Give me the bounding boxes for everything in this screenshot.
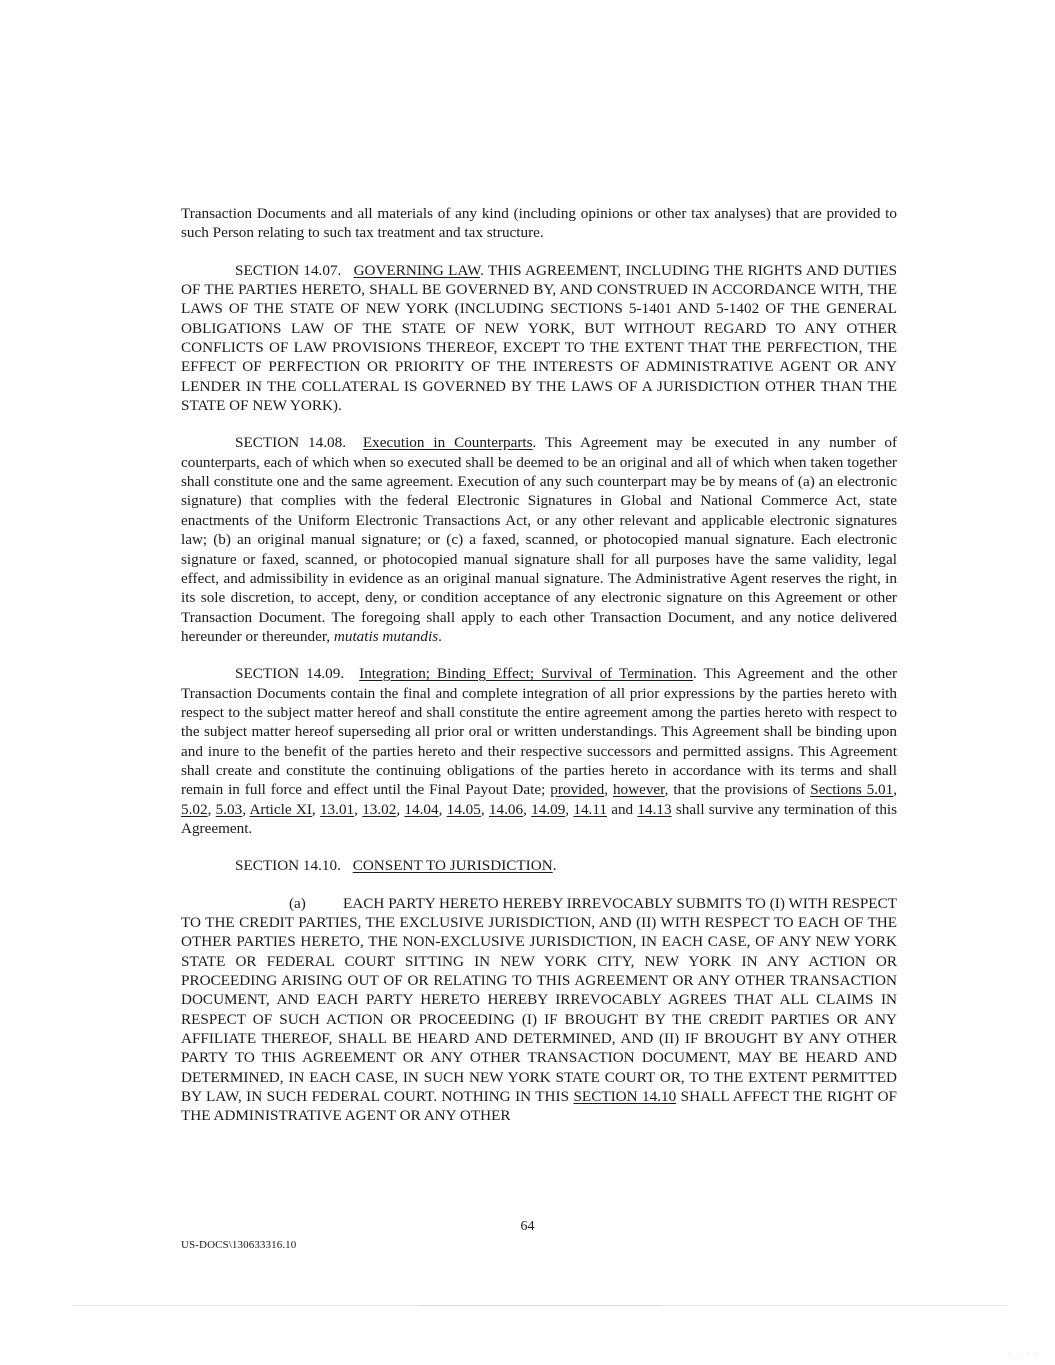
section-reference: Article XI (249, 800, 312, 818)
section-heading: CONSENT TO JURISDICTION (352, 857, 553, 875)
clause-label: (a) (289, 894, 306, 912)
page-number: 64 (520, 1219, 535, 1234)
section-reference: 13.01 (319, 800, 355, 818)
section-body: . This Agreement and the other Transaction Documents contain the final and complete integration of all prior expressions by the parties hereto with respect to the subject matter hereof and shall constitute the entire agreement among the parties hereto with respect to the subject matter hereof superseding all prior oral or written understandings. This Agreement shall be binding upon and inure to the benefit of the parties hereto and their respective successors and permitted assigns. This Agreement shall create and constitute the continuing obligations of the parties hereto in accordance with its terms and shall remain in full force and effect until the Final Payout Date; (181, 665, 897, 799)
reference-separator: , (311, 800, 320, 818)
reference-separator: , (480, 800, 489, 818)
reference-separator: , (242, 800, 250, 818)
reference-separator: , (893, 781, 898, 799)
provided-term: provided (550, 781, 605, 799)
reference-separator: , (396, 800, 405, 818)
section-reference: 14.11 (573, 800, 607, 818)
section-reference: Sections 5.01 (810, 781, 894, 799)
section-14-09-paragraph: SECTION 14.09. Integration; Binding Effect; Survival of Termination. This Agreement and the other Transaction Documents contain the final and complete integration of all prior expressions by the parties hereto with respect to the subject matter hereof and shall constitute the entire agreement among the parties hereto with respect to the subject matter hereof superseding all prior oral or written understandings. This Agreement shall be binding upon and inure to the benefit of the parties hereto and their respective successors and permitted assigns. This Agreement shall create and constitute the continuing obligations of the parties hereto in accordance with its terms and shall remain in full force and effect until the Final Payout Date; provided, however, that the provisions of Sections 5.01, 5.02, 5.03, Article XI, 13.01, 13.02, 14.04, 14.05, 14.06, 14.09, 14.11 and 14.13 shall survive any termination of this Agreement. (181, 665, 898, 837)
page-bottom-rule-center (420, 1305, 660, 1306)
reference-separator: , (207, 800, 216, 818)
section-reference: 14.05 (446, 800, 481, 818)
section-heading: Integration; Binding Effect; Survival of Termination (359, 665, 693, 683)
section-reference: 14.09 (531, 800, 566, 818)
section-reference: 14.04 (404, 800, 439, 818)
section-reference: 13.02 (362, 800, 397, 818)
section-number: SECTION 14.08. (235, 434, 346, 452)
clause-body: EACH PARTY HERETO HEREBY IRREVOCABLY SUBMITS TO (I) WITH RESPECT TO THE CREDIT PARTIES, THE EXCLUSIVE JURISDICTION, AND (II) WITH RESPECT TO EACH OF THE OTHER PARTIES HERETO, THE NON-EXCLUSIVE JURISDICTION, IN EACH CASE, OF ANY NEW YORK STATE OR FEDERAL COURT SITTING IN NEW YORK CITY, NEW YORK IN ANY ACTION OR PROCEEDING ARISING OUT OF OR RELATING TO THIS AGREEMENT OR ANY OTHER TRANSACTION DOCUMENT, AND EACH PARTY HERETO HEREBY IRREVOCABLY AGREES THAT ALL CLAIMS IN RESPECT OF SUCH ACTION OR PROCEEDING (I) IF BROUGHT BY THE CREDIT PARTIES OR ANY AFFILIATE THEREOF, SHALL BE HEARD AND DETERMINED, AND (II) IF BROUGHT BY ANY OTHER PARTY TO THIS AGREEMENT OR ANY OTHER TRANSACTION DOCUMENT, MAY BE HEARD AND DETERMINED, IN EACH CASE, IN SUCH NEW YORK STATE COURT OR, TO THE EXTENT PERMITTED BY LAW, IN SUCH FEDERAL COURT. NOTHING IN THIS (181, 894, 897, 1106)
reference-separator: and (606, 800, 638, 818)
section-number: SECTION 14.07. (235, 261, 342, 279)
reference-separator: , (565, 800, 574, 818)
reference-separator: , (438, 800, 447, 818)
document-id: US-DOCS\130633316.10 (181, 1239, 297, 1251)
section-reference: 5.03 (215, 800, 243, 818)
section-14-10-a-paragraph: (a) EACH PARTY HERETO HEREBY IRREVOCABLY SUBMITS TO (I) WITH RESPECT TO THE CREDIT PARTIES, THE EXCLUSIVE JURISDICTION, AND (II) WITH RESPECT TO EACH OF THE OTHER PARTIES HERETO, THE NON-EXCLUSIVE JURISDICTION, IN EACH CASE, OF ANY NEW YORK STATE OR FEDERAL COURT SITTING IN NEW YORK CITY, NEW YORK IN ANY ACTION OR PROCEEDING ARISING OUT OF OR RELATING TO THIS AGREEMENT OR ANY OTHER TRANSACTION DOCUMENT, AND EACH PARTY HERETO HEREBY IRREVOCABLY AGREES THAT ALL CLAIMS IN RESPECT OF SUCH ACTION OR PROCEEDING (I) IF BROUGHT BY THE CREDIT PARTIES OR ANY AFFILIATE THEREOF, SHALL BE HEARD AND DETERMINED, AND (II) IF BROUGHT BY ANY OTHER PARTY TO THIS AGREEMENT OR ANY OTHER TRANSACTION DOCUMENT, MAY BE HEARD AND DETERMINED, IN EACH CASE, IN SUCH NEW YORK STATE COURT OR, TO THE EXTENT PERMITTED BY LAW, IN SUCH FEDERAL COURT. NOTHING IN THIS SECTION 14.10 SHALL AFFECT THE RIGHT OF THE ADMINISTRATIVE AGENT OR ANY OTHER (181, 894, 898, 1125)
latin-phrase: mutatis mutandis (333, 627, 439, 645)
section-reference: SECTION 14.10 (573, 1088, 677, 1106)
section-reference: 14.13 (637, 800, 672, 818)
section-reference: 14.06 (488, 800, 524, 818)
reference-separator: , (354, 800, 363, 818)
section-14-08-paragraph: SECTION 14.08. Execution in Counterparts. This Agreement may be executed in any number of counterparts, each of which when so executed shall be deemed to be an original and all of which when taken together shall constitute one and the same agreement. Execution of any such counterpart may be by means of (a) an electronic signature) that complies with the federal Electronic Signatures in Global and National Commerce Act, state enactments of the Uniform Electronic Transactions Act, or any other relevant and applicable electronic signatures law; (b) an original manual signature; or (c) a faxed, scanned, or photocopied manual signature. Each electronic signature or faxed, scanned, or photocopied manual signature shall for all purposes have the same validity, legal effect, and admissibility in evidence as an original manual signature. The Administrative Agent reserves the right, in its sole discretion, to accept, deny, or condition acceptance of any electronic signature on this Agreement or other Transaction Document. The foregoing shall apply to each other Transaction Document, and any notice delivered hereunder or thereunder, mutatis mutandis. (181, 434, 898, 645)
page-body (181, 204, 897, 1144)
section-body: . This Agreement may be executed in any number of counterparts, each of which when so executed shall be deemed to be an original and all of which when taken together shall constitute one and the same agreement. Execution of any such counterpart may be by means of (a) an electronic signature) that complies with the federal Electronic Signatures in Global and National Commerce Act, state enactments of the Uniform Electronic Transactions Act, or any other relevant and applicable electronic signatures law; (b) an original manual signature; or (c) a faxed, scanned, or photocopied manual signature. Each electronic signature or faxed, scanned, or photocopied manual signature shall for all purposes have the same validity, legal effect, and admissibility in evidence as an original manual signature. The Administrative Agent reserves the right, in its sole discretion, to accept, deny, or condition acceptance of any electronic signature on this Agreement or other Transaction Document. The foregoing shall apply to each other Transaction Document, and any notice delivered hereunder or thereunder, (181, 434, 898, 645)
however-term: however (612, 781, 665, 799)
section-14-07-paragraph (181, 261, 897, 416)
section-number: SECTION 14.09. (235, 665, 345, 683)
reference-separator: , (523, 800, 532, 818)
section-reference: 5.02 (181, 800, 208, 818)
section-heading: GOVERNING LAW (353, 261, 481, 279)
section-number: SECTION 14.10. (235, 857, 341, 875)
section-body: . THIS AGREEMENT, INCLUDING THE RIGHTS AND DUTIES OF THE PARTIES HERETO, SHALL BE GOVERNED BY, AND CONSTRUED IN ACCORDANCE WITH, THE LAWS OF THE STATE OF NEW YORK (INCLUDING SECTIONS 5-1401 AND 5-1402 OF THE GENERAL OBLIGATIONS LAW OF THE STATE OF NEW YORK, BUT WITHOUT REGARD TO ANY OTHER CONFLICTS OF LAW PROVISIONS THEREOF, EXCEPT TO THE EXTENT THAT THE PERFECTION, THE EFFECT OF PERFECTION OR PRIORITY OF THE INTERESTS OF ADMINISTRATIVE AGENT OR ANY LENDER IN THE COLLATERAL IS GOVERNED BY THE LAWS OF A JURISDICTION OTHER THAN THE STATE OF NEW YORK). (181, 261, 898, 415)
section-14-10-paragraph: SECTION 14.10. CONSENT TO JURISDICTION. (235, 857, 557, 875)
corner-mark: · · · · (1008, 1349, 1041, 1359)
section-heading: Execution in Counterparts (362, 434, 533, 452)
intro-paragraph: Transaction Documents and all materials of any kind (including opinions or other tax analyses) that are provided to such Person relating to such tax treatment and tax structure. (181, 205, 897, 242)
